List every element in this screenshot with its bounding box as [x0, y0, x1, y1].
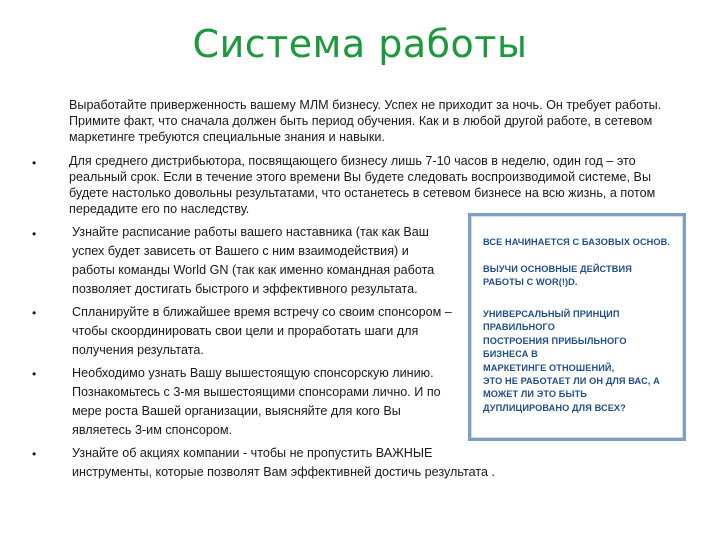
upline-line: Необходимо узнать Вашу вышестоящую спонсорскую линию.	[72, 366, 434, 380]
meeting-line: Спланируйте в ближайшее время встречу со своим спонсором –	[72, 305, 452, 319]
callout-line: ЭТО НЕ РАБОТАЕТ ЛИ ОН ДЛЯ ВАС, А	[483, 376, 660, 387]
upline-line: являетесь 3-им спонсором.	[72, 423, 233, 437]
distributor-line: реальный срок. Если в течение этого времени Вы будете следовать воспроизводимой системе, Вы	[69, 170, 651, 185]
callout-line: ДУПЛИЦИРОВАНО ДЛЯ ВСЕХ?	[483, 402, 626, 413]
upline-line: Познакомьтесь с 3-мя вышестоящими спонсорами лично. И по	[72, 385, 441, 399]
intro-line: Выработайте приверженность вашему МЛМ бизнесу. Успех не приходит за ночь. Он требует работы.	[69, 98, 662, 112]
callout-line: МОЖЕТ ЛИ ЭТО БЫТЬ	[483, 389, 588, 400]
schedule-line: позволяет достигать быстрого и эффективного результата.	[72, 282, 418, 296]
callout-line: БИЗНЕСА В	[483, 349, 538, 360]
callout-line: УНИВЕРСАЛЬНЫЙ ПРИНЦИП	[483, 309, 620, 319]
intro-line: Примите факт, что сначала должен быть период обучения. Как и в любой другой работе, в сетевом	[69, 114, 653, 129]
schedule-line: работы команды World GN (так как именно командная работа	[72, 263, 435, 277]
schedule-paragraph	[72, 223, 467, 299]
callout-line: МАРКЕТИНГЕ ОТНОШЕНИЙ,	[483, 362, 615, 373]
bullet-marker: •	[32, 156, 37, 170]
callout-line: ВСЕ НАЧИНАЕТСЯ С БАЗОВЫХ ОСНОВ.	[483, 237, 671, 247]
schedule-line: успех будет зависеть от Вашего с ним взаимодействия) и	[72, 244, 409, 258]
upline-line: мере роста Вашей организации, выясняйте для кого Вы	[72, 404, 401, 418]
bullet-marker: •	[32, 447, 37, 461]
meeting-paragraph	[72, 303, 467, 360]
meeting-line: получения результата.	[72, 343, 204, 357]
callout-item-actions	[483, 263, 683, 290]
distributor-line: Для среднего дистрибьютора, посвящающего бизнесу лишь 7-10 часов в неделю, один год – это	[69, 154, 636, 168]
callout-line: ПОСТРОЕНИЯ ПРИБЫЛЬНОГО	[483, 335, 627, 346]
upline-paragraph	[72, 364, 467, 440]
bullet-marker: •	[32, 306, 37, 320]
bullet-marker: •	[32, 227, 37, 241]
distributor-line: передадите его по наследству.	[69, 202, 250, 217]
intro-line: маркетинге требуются специальные знания и навыки.	[69, 130, 385, 145]
callout-item-basics	[483, 236, 683, 249]
callout-line: ВЫУЧИ ОСНОВНЫЕ ДЕЙСТВИЯ	[483, 264, 632, 274]
meeting-line: чтобы скоординировать свои цели и проработать шаги для	[72, 324, 419, 338]
promo-line: инструменты, которые позволят Вам эффективней достичь результата .	[72, 465, 495, 479]
callout-item-principle	[483, 308, 683, 415]
callout-line: РАБОТЫ С WOR(!)D.	[483, 277, 578, 288]
slide-title: Система работы	[192, 22, 528, 66]
schedule-line: Узнайте расписание работы вашего наставника (так как Ваш	[72, 225, 429, 239]
bullet-marker: •	[32, 367, 37, 381]
principles-callout-box	[468, 213, 686, 441]
promo-paragraph	[72, 444, 692, 482]
distributor-line: будете настолько довольны результатами, что останетесь в сетевом бизнесе на всю жизнь, а потом	[69, 186, 656, 201]
distributor-paragraph	[69, 153, 699, 217]
intro-paragraph	[69, 97, 699, 145]
promo-line: Узнайте об акциях компании - чтобы не пропустить ВАЖНЫЕ	[72, 446, 433, 460]
callout-line: ПРАВИЛЬНОГО	[483, 322, 555, 333]
